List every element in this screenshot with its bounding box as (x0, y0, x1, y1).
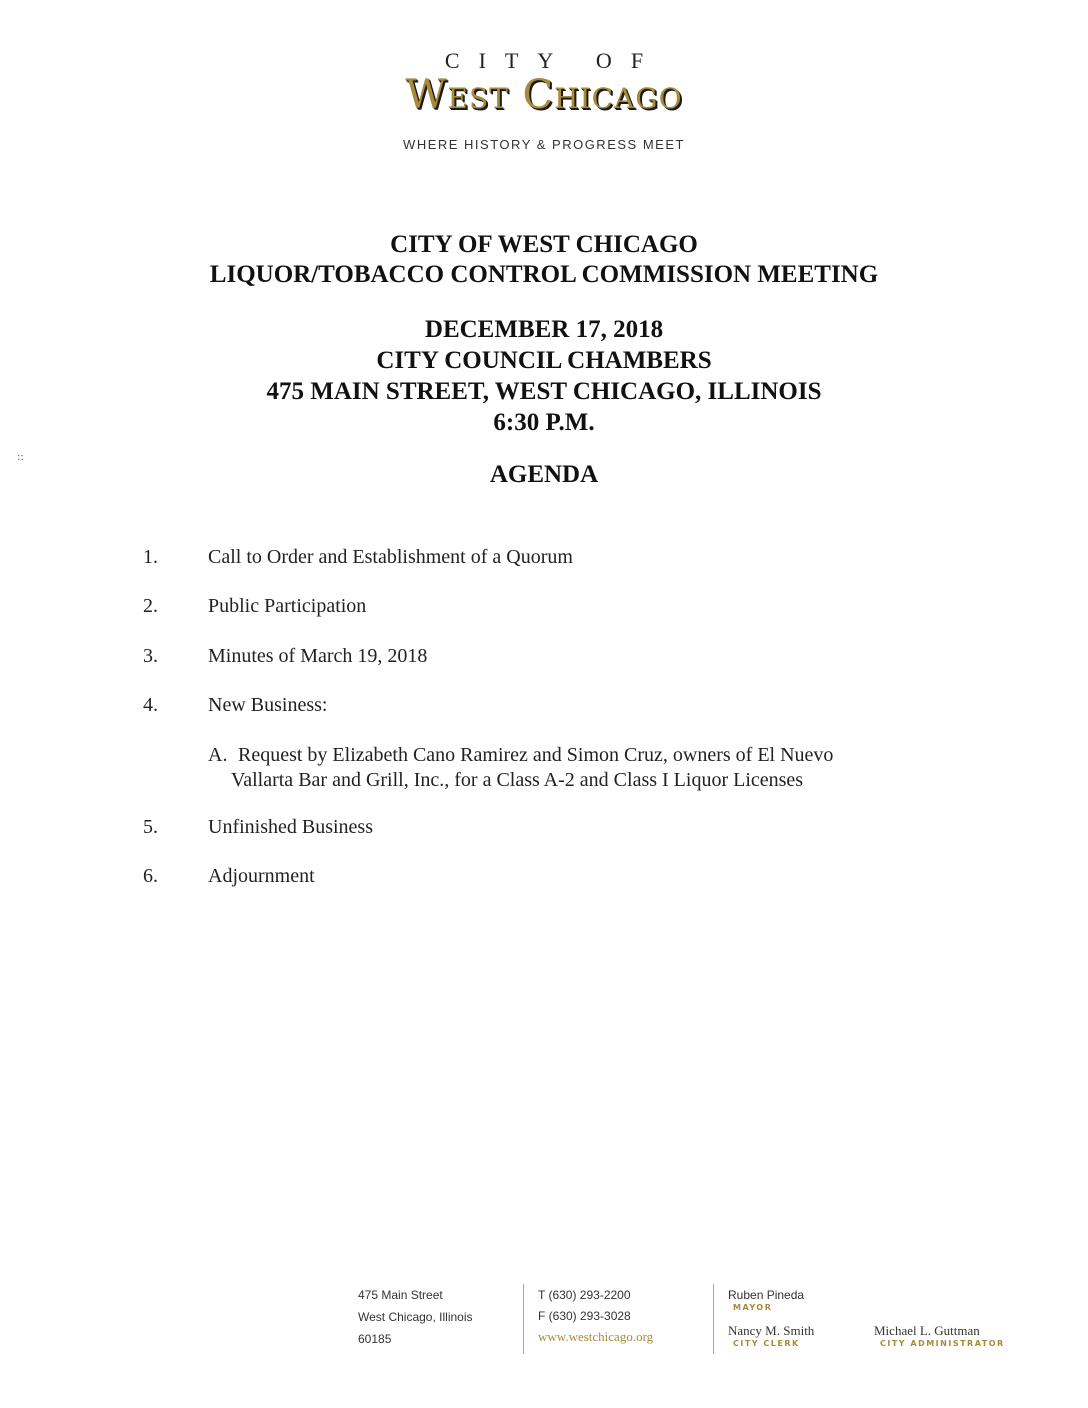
footer-address-city: West Chicago, Illinois (358, 1310, 473, 1324)
agenda-item-number: 4. (143, 694, 158, 716)
document-title: CITY OF WEST CHICAGO (390, 231, 698, 258)
footer-mayor-name: Ruben Pineda (728, 1288, 805, 1302)
footer-clerk-title: CITY CLERK (733, 1339, 800, 1348)
logo-tagline: WHERE HISTORY & PROGRESS MEET (403, 137, 685, 152)
agenda-item-text: Public Participation (208, 595, 367, 617)
meeting-date: DECEMBER 17, 2018 (424, 316, 664, 343)
meeting-time: 6:30 P.M. (493, 409, 595, 436)
footer-phone: T (630) 293-2200 (538, 1288, 631, 1302)
agenda-item-number: 5. (143, 816, 158, 838)
agenda-subitem-letter: A. (208, 744, 228, 766)
agenda-item-number: 1. (143, 546, 158, 568)
footer-divider (713, 1284, 714, 1354)
agenda-item-text: Call to Order and Establishment of a Quorum (208, 546, 573, 568)
agenda-item-number: 6. (143, 865, 158, 887)
footer-address-zip: 60185 (358, 1332, 392, 1346)
agenda-item-text: New Business: (208, 694, 328, 716)
agenda-item-number: 2. (143, 595, 158, 617)
footer-admin-title: CITY ADMINISTRATOR (880, 1339, 1005, 1348)
agenda-item-text: Unfinished Business (208, 816, 373, 838)
footer-fax: F (630) 293-3028 (538, 1309, 631, 1323)
logo-city-name: West Chicago (405, 72, 683, 118)
agenda-item-number: 3. (143, 645, 158, 667)
meeting-address: 475 MAIN STREET, WEST CHICAGO, ILLINOIS (266, 378, 822, 405)
margin-mark: :: (17, 452, 24, 463)
agenda-subitem-line2: Vallarta Bar and Grill, Inc., for a Class A-2 and Class I Liquor Licenses (231, 769, 804, 791)
footer-mayor-title: MAYOR (733, 1303, 773, 1312)
agenda-heading: AGENDA (489, 461, 599, 488)
footer-address-street: 475 Main Street (358, 1288, 443, 1302)
footer-clerk-name: Nancy M. Smith (728, 1323, 815, 1338)
meeting-location: CITY COUNCIL CHAMBERS (376, 347, 712, 374)
footer-website-link[interactable]: www.westchicago.org (538, 1329, 654, 1344)
footer-admin-name: Michael L. Guttman (874, 1323, 980, 1338)
document-subtitle: LIQUOR/TOBACCO CONTROL COMMISSION MEETING (209, 261, 879, 288)
agenda-item-text: Adjournment (208, 865, 315, 887)
footer-divider (523, 1284, 524, 1354)
agenda-item-text: Minutes of March 19, 2018 (208, 645, 428, 667)
logo-city-of: CITY OF (444, 48, 663, 73)
agenda-subitem-line1: Request by Elizabeth Cano Ramirez and Simon Cruz, owners of El Nuevo (238, 744, 834, 766)
